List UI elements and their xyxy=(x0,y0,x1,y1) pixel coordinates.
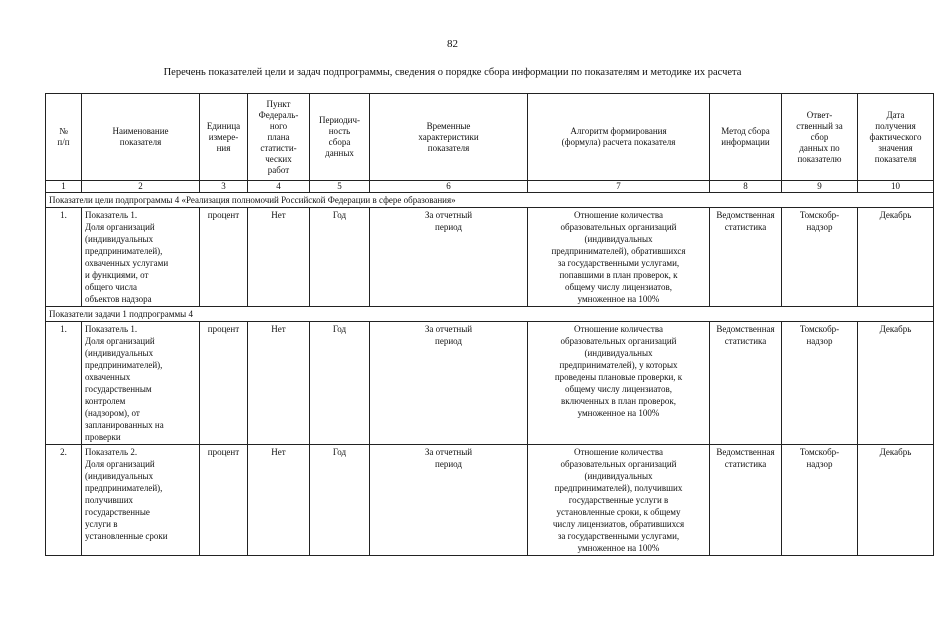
column-number: 5 xyxy=(310,181,370,193)
collection-method-cell: Ведомственная статистика xyxy=(710,445,782,556)
responsible-cell: Томскобр- надзор xyxy=(782,322,858,445)
header-cell: Наименование показателя xyxy=(82,94,200,181)
collection-method-cell: Ведомственная статистика xyxy=(710,208,782,307)
algorithm-cell: Отношение количества образовательных организаций (индивидуальных предпринимателей), обратившихся за государственными услугами, попавшими в план проверок, к общему числу лицензиатов, умноженное на 100% xyxy=(528,208,710,307)
date-cell: Декабрь xyxy=(858,445,934,556)
header-cell: Дата получения фактического значения показателя xyxy=(858,94,934,181)
unit-cell: процент xyxy=(200,322,248,445)
column-number: 2 xyxy=(82,181,200,193)
table-row xyxy=(46,445,934,556)
row-number: 1. xyxy=(46,208,82,307)
responsible-cell: Томскобр- надзор xyxy=(782,208,858,307)
column-number: 9 xyxy=(782,181,858,193)
periodicity-cell: Год xyxy=(310,322,370,445)
column-number: 4 xyxy=(248,181,310,193)
page-number: 82 xyxy=(447,38,458,50)
table-row xyxy=(46,322,934,445)
unit-cell: процент xyxy=(200,445,248,556)
time-characteristics-cell: За отчетный период xyxy=(370,208,528,307)
header-cell: Пункт Федераль- ного плана статисти- ческих работ xyxy=(248,94,310,181)
column-number: 6 xyxy=(370,181,528,193)
collection-method-cell: Ведомственная статистика xyxy=(710,322,782,445)
plan-item-cell: Нет xyxy=(248,445,310,556)
indicator-name: Показатель 1. Доля организаций (индивидуальных предпринимателей), охваченных услугами и функциями, от общего числа объектов надзора xyxy=(82,208,200,307)
time-characteristics-cell: За отчетный период xyxy=(370,445,528,556)
plan-item-cell: Нет xyxy=(248,208,310,307)
column-number: 10 xyxy=(858,181,934,193)
date-cell: Декабрь xyxy=(858,322,934,445)
header-cell: Временные характеристики показателя xyxy=(370,94,528,181)
column-number: 8 xyxy=(710,181,782,193)
header-cell: Ответ- ственный за сбор данных по показателю xyxy=(782,94,858,181)
column-number-row xyxy=(46,181,934,193)
row-number: 1. xyxy=(46,322,82,445)
section-title: Показатели задачи 1 подпрограммы 4 xyxy=(46,307,934,322)
header-cell: Единица измере- ния xyxy=(200,94,248,181)
header-cell: Периодич- ность сбора данных xyxy=(310,94,370,181)
periodicity-cell: Год xyxy=(310,445,370,556)
date-cell: Декабрь xyxy=(858,208,934,307)
unit-cell: процент xyxy=(200,208,248,307)
responsible-cell: Томскобр- надзор xyxy=(782,445,858,556)
algorithm-cell: Отношение количества образовательных организаций (индивидуальных предпринимателей), у которых проведены плановые проверки, к общему числу лицензиатов, включенных в план проверок, умноженное на 100% xyxy=(528,322,710,445)
column-number: 1 xyxy=(46,181,82,193)
section-title: Показатели цели подпрограммы 4 «Реализация полномочий Российской Федерации в сфере образования» xyxy=(46,193,934,208)
periodicity-cell: Год xyxy=(310,208,370,307)
header-cell: Алгоритм формирования (формула) расчета показателя xyxy=(528,94,710,181)
algorithm-cell: Отношение количества образовательных организаций (индивидуальных предпринимателей), получивших государственные услуги в установленные сроки, к общему числу лицензиатов, обратившихся за государственными услугами, умноженное на 100% xyxy=(528,445,710,556)
header-cell: № п/п xyxy=(46,94,82,181)
table-row xyxy=(46,208,934,307)
indicator-name: Показатель 2. Доля организаций (индивидуальных предпринимателей), получивших государственные услуги в установленные сроки xyxy=(82,445,200,556)
row-number: 2. xyxy=(46,445,82,556)
document-title: Перечень показателей цели и задач подпрограммы, сведения о порядке сбора информации по показателям и методике их расчета xyxy=(163,67,742,78)
column-number: 3 xyxy=(200,181,248,193)
indicators-table xyxy=(45,93,934,556)
time-characteristics-cell: За отчетный период xyxy=(370,322,528,445)
column-number: 7 xyxy=(528,181,710,193)
indicator-name: Показатель 1. Доля организаций (индивидуальных предпринимателей), охваченных государственным контролем (надзором), от запланированных на проверки xyxy=(82,322,200,445)
plan-item-cell: Нет xyxy=(248,322,310,445)
section-header-row xyxy=(46,307,934,322)
header-row xyxy=(46,94,934,181)
section-header-row xyxy=(46,193,934,208)
header-cell: Метод сбора информации xyxy=(710,94,782,181)
